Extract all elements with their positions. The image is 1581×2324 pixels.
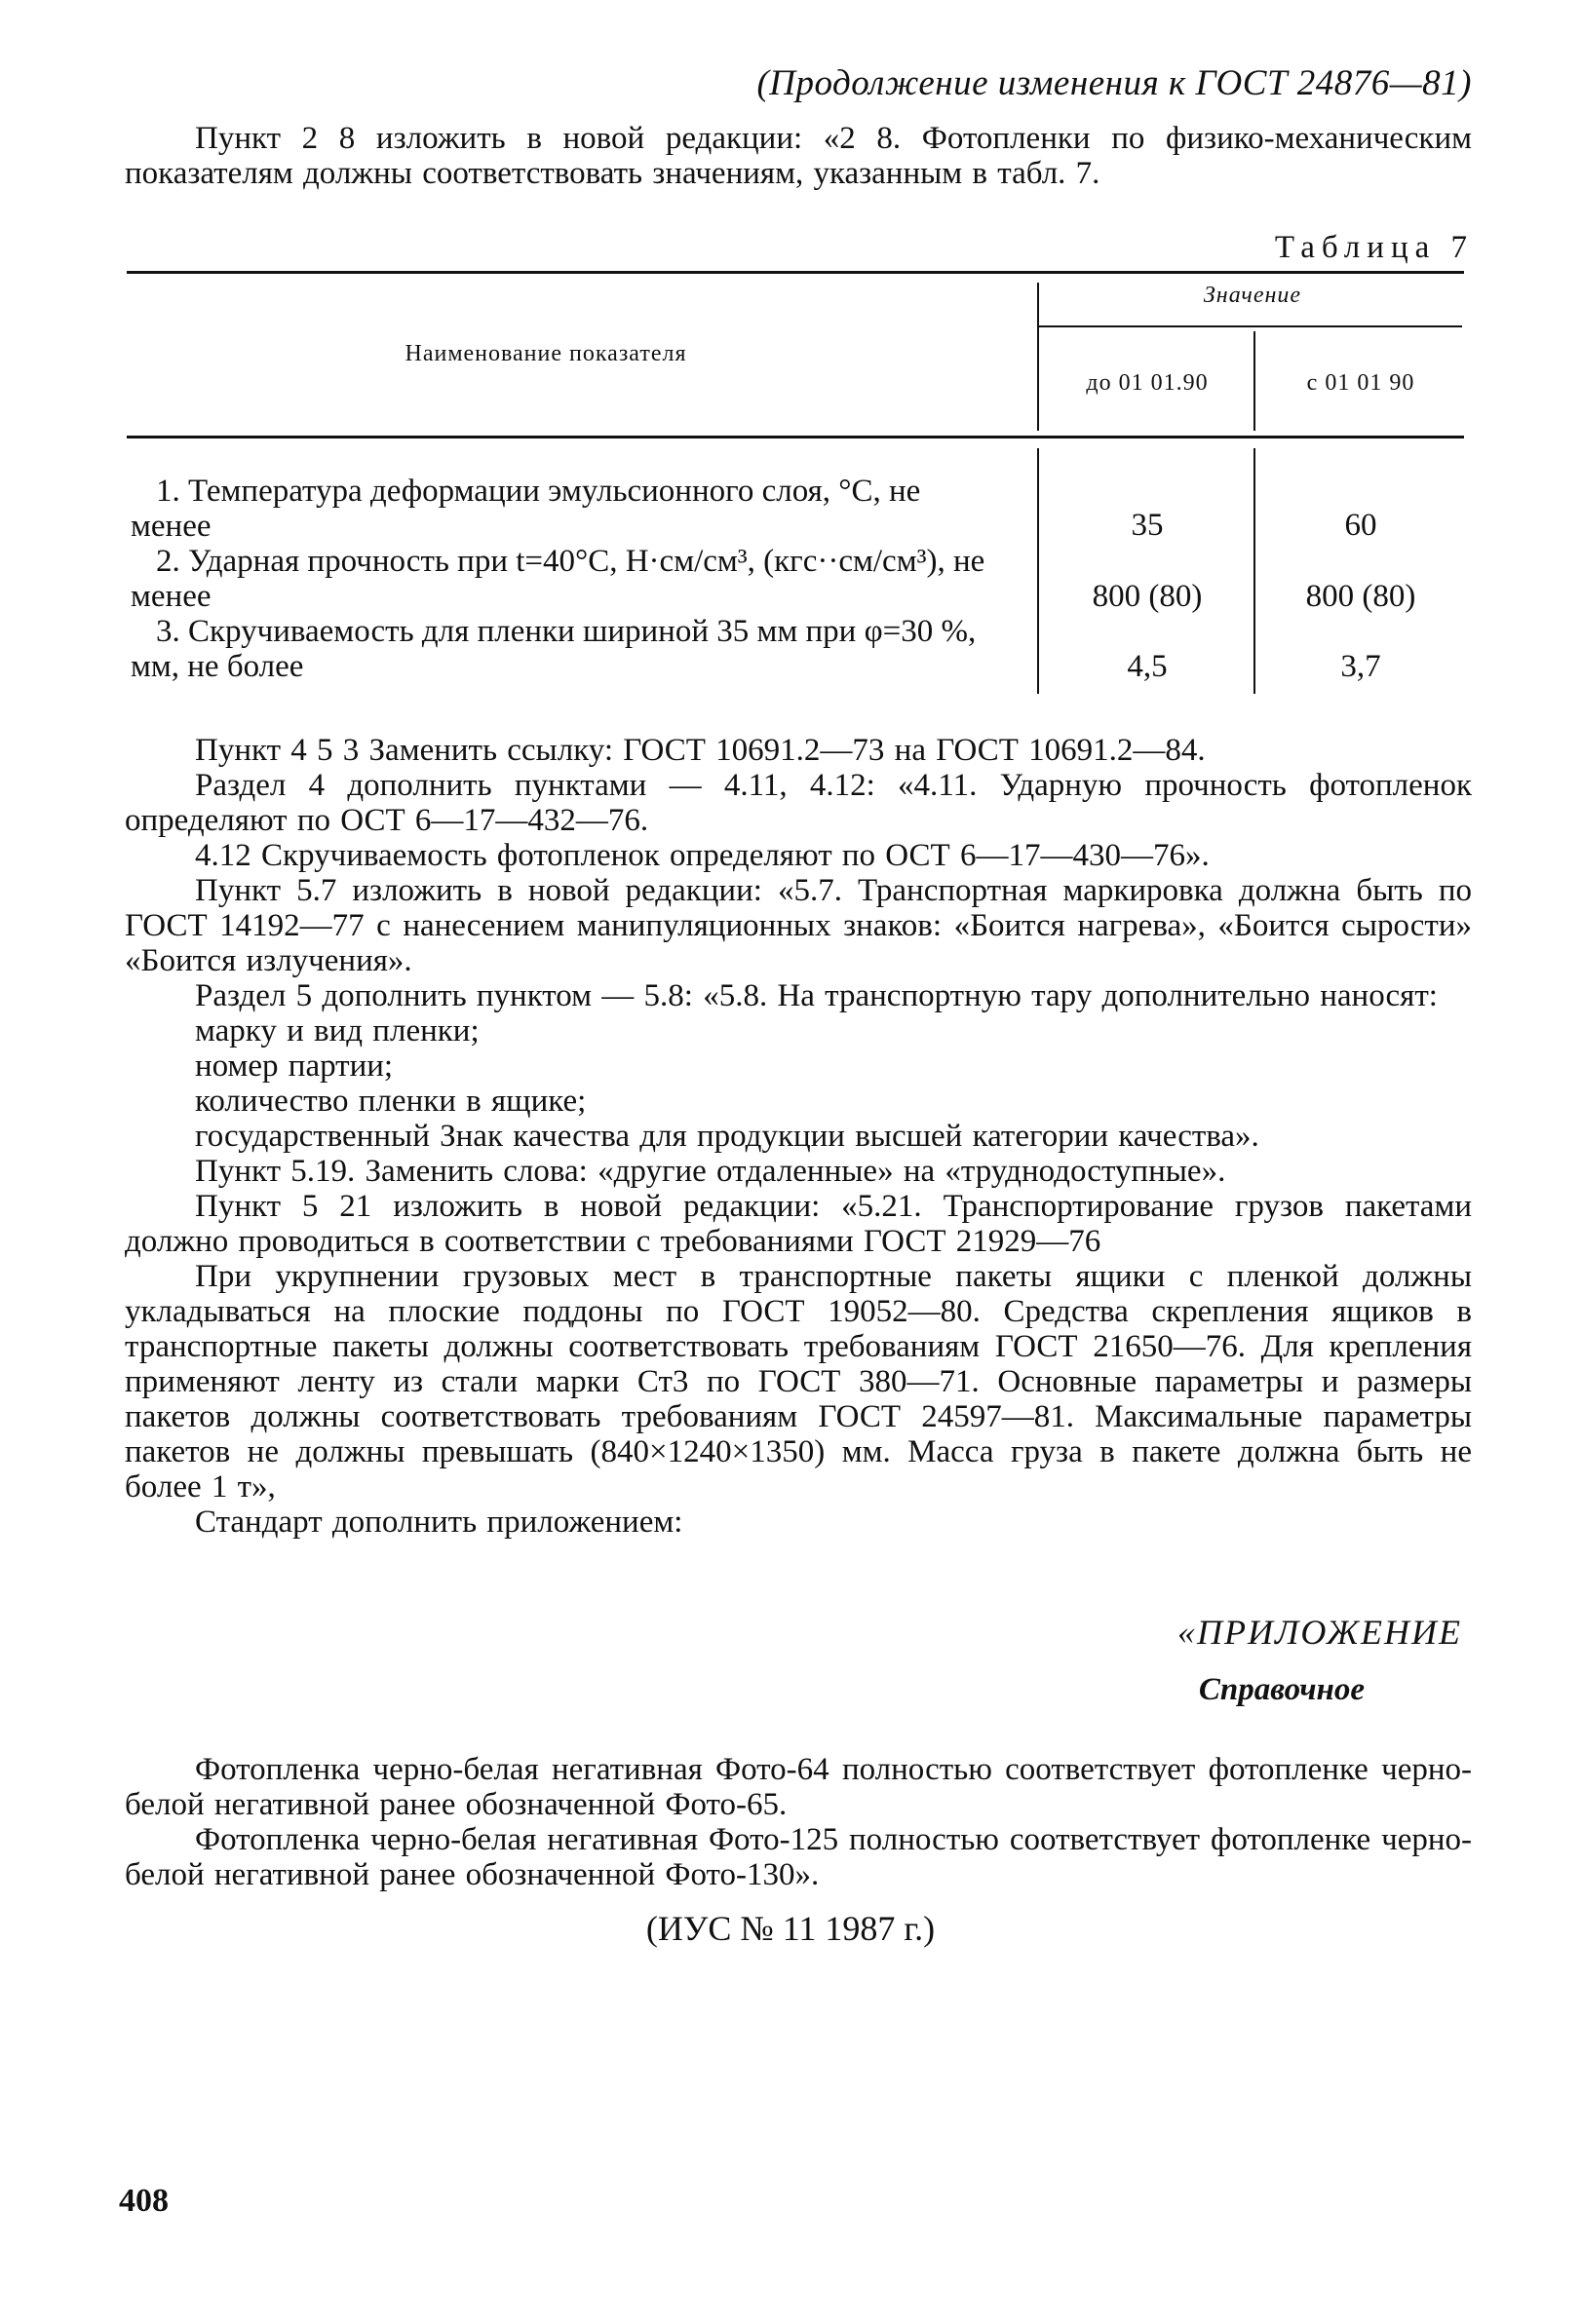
- col-value-header: Значение: [1203, 283, 1302, 308]
- appendix-subtitle: Справочное: [1198, 1672, 1365, 1707]
- table-top-rule: [127, 271, 1464, 274]
- clause-4-5-3: Пункт 4 5 3 Заменить ссылку: ГОСТ 10691.2—73 на ГОСТ 10691.2—84.: [195, 733, 1206, 768]
- table-col-line-2: [1253, 331, 1255, 431]
- appendix-title: «ПРИЛОЖЕНИЕ: [1177, 1613, 1462, 1652]
- appendix-paragraph-2: Фотопленка черно-белая негативная Фото-125 полностью соответствует фотопленке черно-белой негативной ранее обозначенной Фото-130».: [125, 1822, 1472, 1892]
- table-row-3-before: 4,5: [1127, 649, 1168, 684]
- table-col-line-1: [1037, 283, 1039, 431]
- intro-paragraph: [125, 121, 1472, 191]
- list-item: количество пленки в ящике;: [195, 1084, 587, 1119]
- col-before-header: до 01 01.90: [1086, 370, 1209, 396]
- table-row-1-name: 1. Температура деформации эмульсионного слоя, °С, не менее: [131, 474, 921, 544]
- list-item: государственный Знак качества для продукции высшей категории качества».: [195, 1119, 1259, 1154]
- standard-addition: Стандарт дополнить приложением:: [195, 1505, 683, 1540]
- clause-5-21: Пункт 5 21 изложить в новой редакции: «5.21. Транспортирование грузов пакетами должно проводиться в соответствии с требованиями ГОСТ 21929—76: [125, 1189, 1472, 1259]
- table-row-1-after: 60: [1344, 508, 1377, 543]
- packaging-paragraph: При укрупнении грузовых мест в транспортные пакеты ящики с пленкой должны укладываться на плоские поддоны по ГОСТ 19052—80. Средства скрепления ящиков в транспортные пакеты должны соответствовать требованиям ГОСТ 21650—76. Для крепления применяют ленту из стали марки Ст3 по ГОСТ 380—71. Основные параметры и размеры пакетов должны соответствовать требованиям ГОСТ 24597—81. Максимальные параметры пакетов не должны превышать (840×1240×1350) мм. Масса груза в пакете должна быть не более 1 т»,: [125, 1259, 1472, 1505]
- col-after-header: с 01 01 90: [1306, 370, 1415, 396]
- clause-5-19: Пункт 5.19. Заменить слова: «другие отдаленные» на «труднодоступные».: [195, 1154, 1226, 1189]
- table-row-2-name: 2. Ударная прочность при t=40°С, Н·см/см³, (кгс··см/см³), не менее: [131, 544, 985, 614]
- list-item: марку и вид пленки;: [195, 1013, 480, 1048]
- page-number: 408: [119, 2183, 169, 2219]
- table-row-3-after: 3,7: [1340, 649, 1381, 684]
- clause-2-8: Пункт 2 8 изложить в новой редакции: «2 8. Фотопленки по физико-механическим показателям должны соответствовать значениям, указанным в табл. 7.: [125, 121, 1472, 191]
- clause-4-12: 4.12 Скручиваемость фотопленок определяют по ОСТ 6—17—430—76».: [195, 838, 1210, 873]
- table-header-bottom-rule: [127, 436, 1464, 438]
- appendix-paragraph-1: Фотопленка черно-белая негативная Фото-64 полностью соответствует фотопленке черно-белой негативной ранее обозначенной Фото-65.: [125, 1752, 1472, 1822]
- list-item: номер партии;: [195, 1048, 394, 1084]
- table-row-2-after: 800 (80): [1305, 579, 1416, 614]
- ius-reference: (ИУС № 11 1987 г.): [645, 1909, 936, 1948]
- clause-5-7: Пункт 5.7 изложить в новой редакции: «5.7. Транспортная маркировка должна быть по ГОСТ 14192—77 с нанесением манипуляционных знаков: «Боится нагрева», «Боится сырости» «Боится излучения».: [125, 873, 1472, 978]
- section-5-addition: Раздел 5 дополнить пунктом — 5.8: «5.8. На транспортную тару дополнительно наносят:: [195, 978, 1438, 1013]
- body-text: [125, 733, 1472, 1540]
- table-caption: Таблица 7: [1274, 230, 1474, 265]
- table-row-3-name: 3. Скручиваемость для пленки шириной 35 мм при φ=30 %, мм, не более: [131, 614, 977, 684]
- table-row-1-before: 35: [1131, 508, 1164, 543]
- appendix-text: [125, 1752, 1472, 1892]
- section-4-addition: Раздел 4 дополнить пунктами — 4.11, 4.12: «4.11. Ударную прочность фотопленок определяют по ОСТ 6—17—432—76.: [125, 768, 1472, 838]
- table-body-col-line-1: [1037, 448, 1039, 694]
- col-name-header: Наименование показателя: [405, 341, 687, 366]
- table-header-divider: [1037, 325, 1462, 327]
- table-body-col-line-2: [1253, 448, 1255, 694]
- continuation-header: (Продолжение изменения к ГОСТ 24876—81): [756, 63, 1472, 103]
- table-row-2-before: 800 (80): [1092, 579, 1203, 614]
